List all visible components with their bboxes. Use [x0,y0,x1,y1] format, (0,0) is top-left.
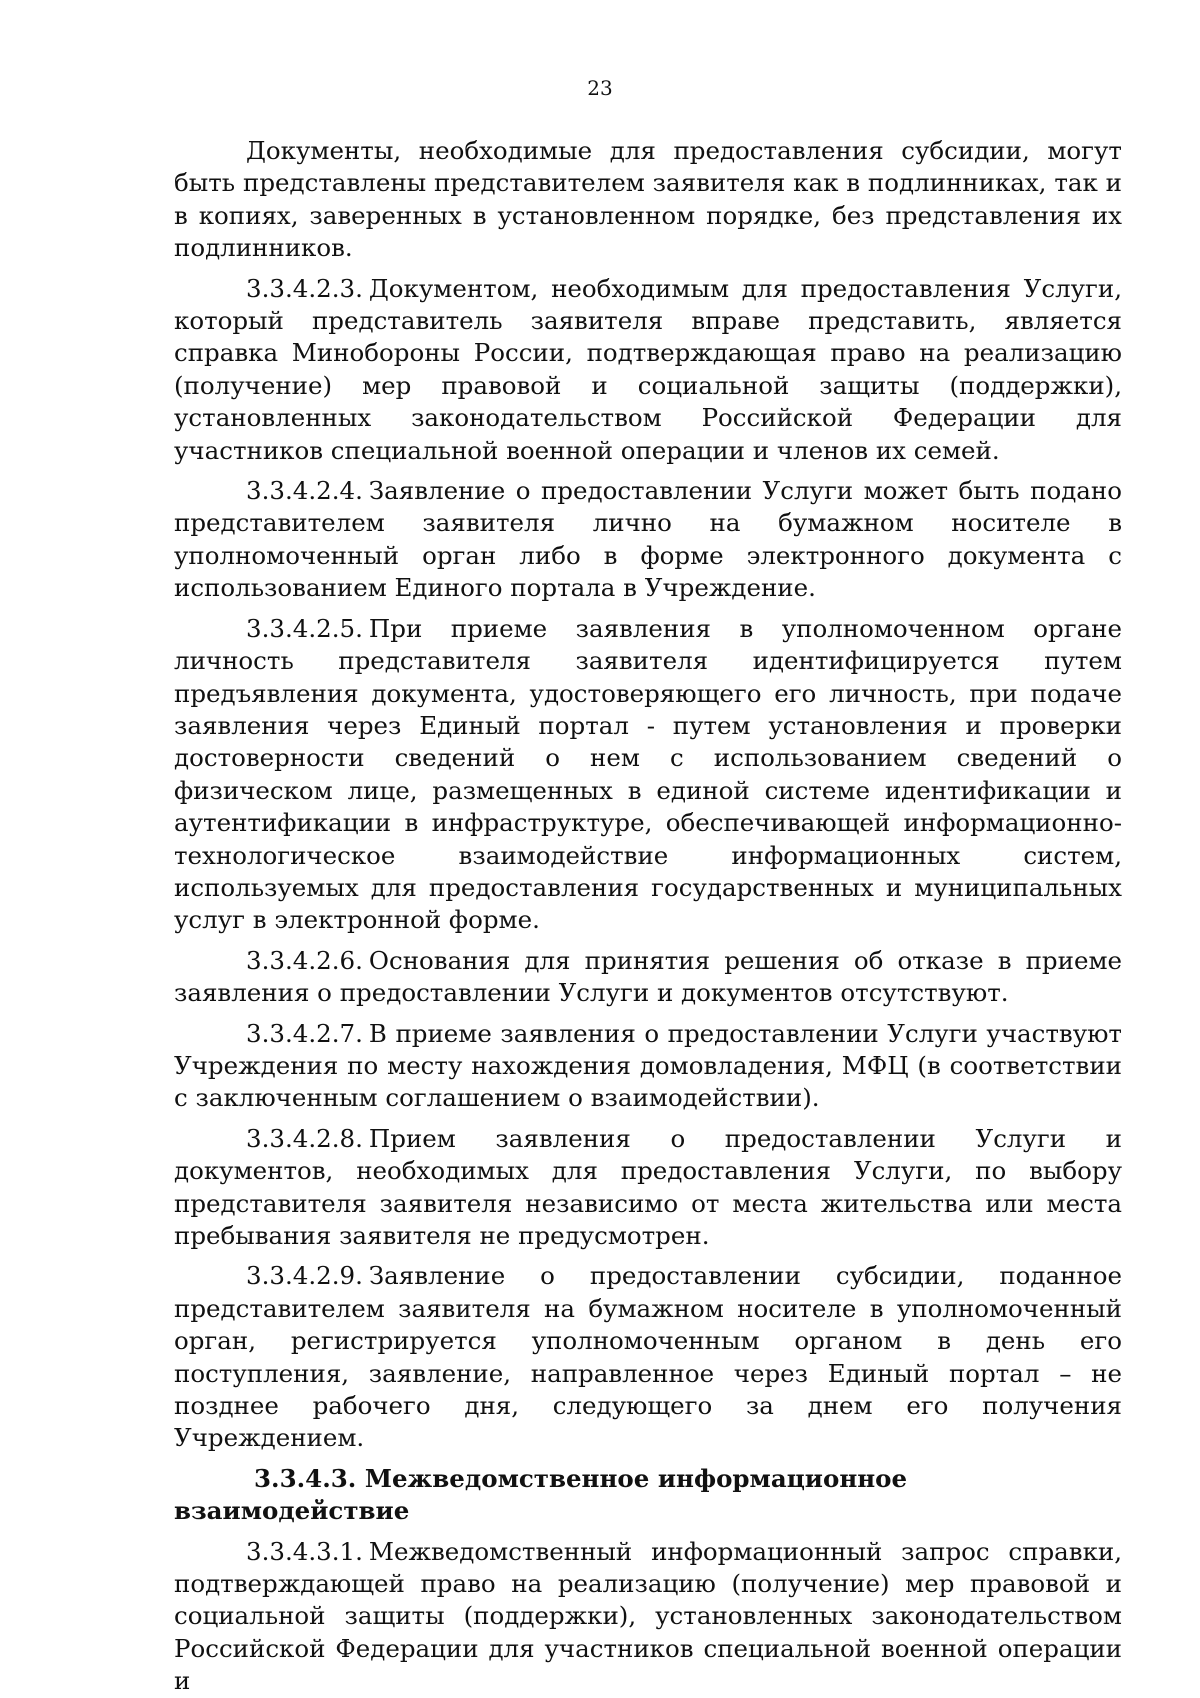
page-number: 23 [587,76,613,100]
paragraph-number: 3.3.4.3.1. [246,1536,363,1566]
paragraph-documents [174,135,1122,265]
paragraph-number: 3.3.4.2.9. [246,1261,363,1291]
paragraph-3-3-4-2-7 [174,1018,1122,1115]
paragraph-3-3-4-2-4 [174,475,1122,605]
paragraph-text: Межведомственный информационный запрос справки, подтверждающей право на реализацию (получение) мер правовой и социальной защиты (поддержки), установленных законодательством Российской Федерации для участников специальной военной операции и [174,1536,1122,1696]
paragraph-text: Документы, необходимые для предоставления субсидии, могут быть представлены представителем заявителя как в подлинниках, так и в копиях, заверенных в установленном порядке, без представления их подлинников. [174,136,1122,263]
paragraph-text: Основания для принятия решения об отказе в приеме заявления о предоставлении Услуги и документов отсутствуют. [174,945,1122,1008]
paragraph-3-3-4-2-5 [174,613,1122,937]
paragraph-3-3-4-2-6 [174,945,1122,1010]
paragraph-number: 3.3.4.2.5. [246,613,363,643]
paragraph-number: 3.3.4.2.6. [246,945,363,975]
paragraph-text: Прием заявления о предоставлении Услуги и документов, необходимых для предоставления Услуги, по выбору представителя заявителя независимо от места жительства или места пребывания заявителя не предусмотрен. [174,1123,1122,1250]
paragraph-text: Заявление о предоставлении Услуги может быть подано представителем заявителя лично на бумажном носителе в уполномоченный орган либо в форме электронного документа с использованием Единого портала в Учреждение. [174,476,1122,603]
paragraph-number: 3.3.4.2.4. [246,476,363,506]
paragraph-3-3-4-2-9 [174,1260,1122,1454]
paragraph-text: Заявление о предоставлении субсидии, поданное представителем заявителя на бумажном носителе в уполномоченный орган, регистрируется уполномоченным органом в день его поступления, заявление, направленное через Единый портал – не позднее рабочего дня, следующего за днем его получения Учреждением. [174,1261,1122,1453]
paragraph-3-3-4-2-8 [174,1123,1122,1253]
paragraph-3-3-4-3-1 [174,1536,1122,1698]
paragraph-number: 3.3.4.2.7. [246,1018,363,1048]
paragraph-text: В приеме заявления о предоставлении Услуги участвуют Учреждения по месту нахождения домовладения, МФЦ (в соответствии с заключенным соглашением о взаимодействии). [174,1018,1122,1113]
section-heading: 3.3.4.3. Межведомственное информационное взаимодействие [174,1463,908,1526]
paragraph-text: Документом, необходимым для предоставления Услуги, который представитель заявителя вправе представить, является справка Минобороны России, подтверждающая право на реализацию (получение) мер правовой и социальной защиты (поддержки), установленных законодательством Российской Федерации для участников специальной военной операции и членов их семей. [174,273,1122,465]
paragraph-3-3-4-2-3 [174,273,1122,467]
paragraph-text: При приеме заявления в уполномоченном органе личность представителя заявителя идентифицируется путем предъявления документа, удостоверяющего его личность, при подаче заявления через Единый портал - путем установления и проверки достоверности сведений о нем с использованием сведений о физическом лице, размещенных в единой системе идентификации и аутентификации в инфраструктуре, обеспечивающей информационно-технологическое взаимодействие информационных систем, используемых для предоставления государственных и муниципальных услуг в электронной форме. [174,613,1122,935]
paragraph-number: 3.3.4.2.3. [246,273,363,303]
paragraph-number: 3.3.4.2.8. [246,1123,363,1153]
document-body [174,135,1122,1698]
